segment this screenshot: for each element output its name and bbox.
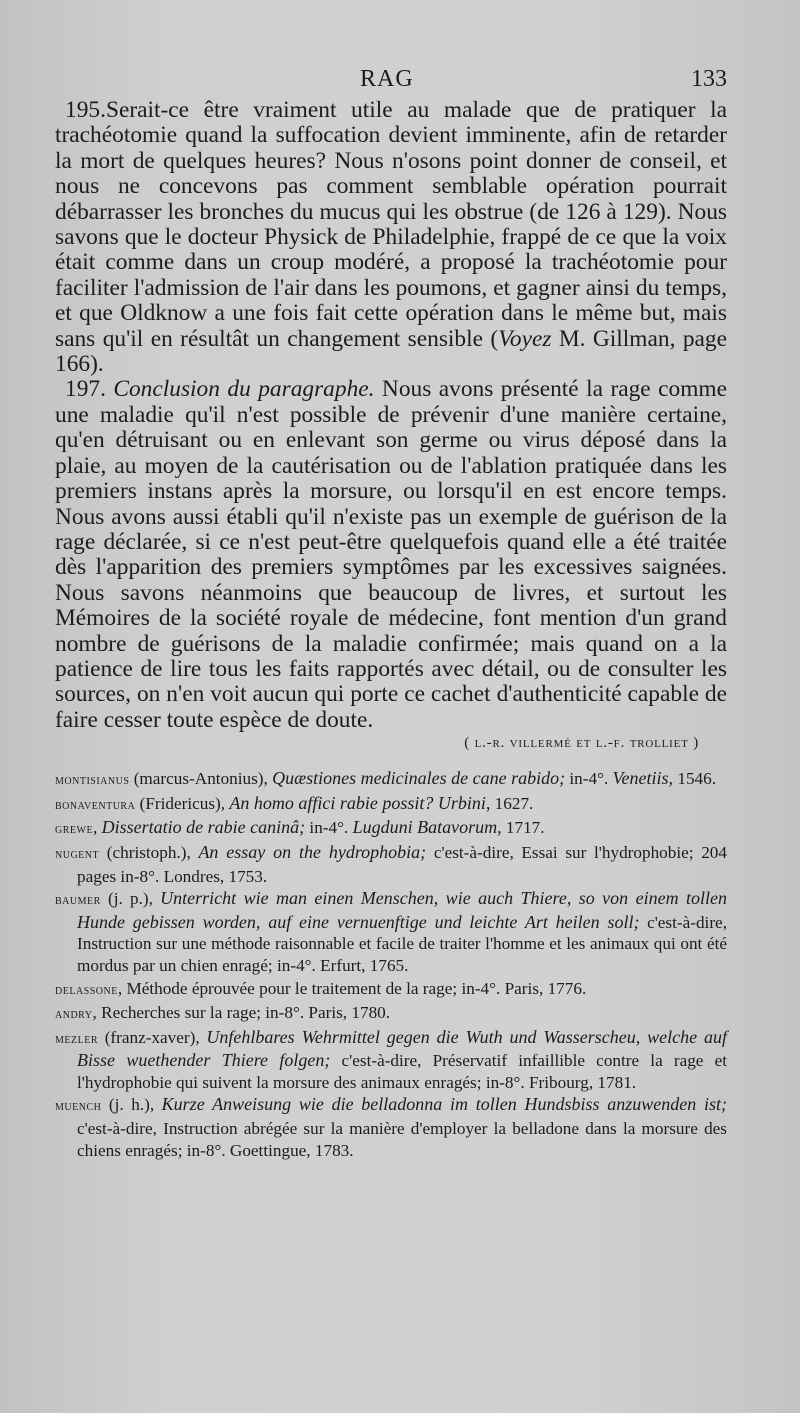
text-run: (christoph.),	[99, 842, 199, 862]
text-run: Nous avons présenté la rage comme une maladie qu'il n'est possible de prévenir d'une manière certaine, qu'en détruisant ou en enlevant son germe ou virus déposé dans la plaie, au moyen de la cautérisation ou de l'ablation pratiquée dans les premiers instans après la morsure, ou lorsqu'il en est encore temps. Nous avons aussi établi qu'il n'existe pas un exemple de guérison de la rage déclarée, si ce n'est peut-être quelquefois quand elle a été traitée dès l'apparition des premiers symptômes par les excessives saignées. Nous savons néanmoins que beaucoup de livres, et surtout les Mémoires de la société royale de médecine, font mention d'un grand nombre de guérisons de la maladie confirmée; mais quand on a la patience de lire tous les faits rapportés avec détail, ou de consulter les sources, on n'en voit aucun qui porte ce cachet d'authenticité capable de faire cesser toute espèce de doute.	[55, 376, 727, 733]
italic-run: Unterricht wie man einen Menschen, wie auch Thiere, so von einem tollen Hunde gebissen worden, auf eine vernuenftige und leichte Art heilen soll;	[77, 888, 727, 932]
bibliography-entry	[55, 978, 727, 1002]
paragraph-number: 197.	[65, 376, 106, 403]
paragraph-number: 195.	[65, 97, 106, 123]
page-body	[55, 98, 727, 1162]
text-run: 1546.	[673, 769, 717, 789]
bibliography-entry	[55, 1027, 727, 1094]
bibliography	[55, 768, 727, 1161]
italic-run: Kurze Anweisung wie die belladonna im tollen Hundsbiss anzuwenden ist;	[161, 1094, 727, 1115]
italic-run: Quæstiones medicinales de cane rabido;	[272, 768, 566, 789]
author-name: baumer	[55, 893, 101, 909]
bibliography-entry	[55, 793, 727, 817]
running-title: RAG	[360, 66, 414, 92]
paragraph-text	[55, 376, 727, 732]
text-run: M. Gillman, page 166).	[55, 325, 727, 378]
author-name: delassone	[55, 982, 118, 998]
text-run: (j. p.),	[100, 889, 161, 909]
italic-run: Lugduni Batavorum,	[352, 817, 502, 838]
text-run: in-4°.	[565, 769, 613, 789]
text-run: (j. h.),	[101, 1095, 162, 1115]
italic-run: Voyez	[498, 325, 552, 352]
text-run: (marcus-Antonius),	[129, 769, 273, 789]
italic-run: An homo affici rabie possit? Urbini,	[229, 792, 491, 813]
text-run: ,	[93, 818, 102, 838]
italic-run: An essay on the hydrophobia;	[198, 841, 427, 862]
author-name: mezler	[55, 1031, 98, 1047]
page-number: 133	[691, 66, 727, 92]
authors-signature: ( l.-r. villermé et l.-f. trolliet )	[464, 735, 699, 752]
paragraph-text	[55, 97, 727, 377]
text-run: 1717.	[501, 818, 545, 838]
italic-run: Conclusion du paragraphe.	[113, 376, 375, 403]
text-run: c'est-à-dire, Essai sur l'hydrophobie; 204 pages in-8°. Londres, 1753.	[77, 842, 727, 886]
text-run: , Méthode éprouvée pour le traitement de la rage; in-4°. Paris, 1776.	[117, 978, 587, 998]
bibliography-entry	[55, 1094, 727, 1161]
italic-run: Dissertatio de rabie caninâ;	[101, 817, 306, 838]
bibliography-entry	[55, 888, 727, 976]
paragraph-197	[55, 377, 727, 733]
paragraph-195	[55, 98, 727, 377]
author-name: bonaventura	[55, 797, 136, 813]
author-name: andry	[55, 1007, 93, 1023]
italic-run: Venetiis,	[612, 768, 674, 789]
text-run: c'est-à-dire, Instruction sur une méthode raisonnable et facile de traiter l'homme et les animaux qui ont été mordus par un chien enragé; in-4°. Erfurt, 1765.	[77, 912, 727, 975]
bibliography-entry	[55, 768, 727, 792]
text-run: 1627.	[490, 793, 534, 813]
author-name: montisianus	[55, 773, 130, 789]
author-name: grewe	[55, 822, 94, 838]
text-run: c'est-à-dire, Instruction abrégée sur la manière d'employer la belladone dans la morsure des chiens enragés; in-8°. Goettingue, 1783.	[77, 1119, 727, 1160]
italic-run: Unfehlbares Wehrmittel gegen die Wuth und Wasserscheu, welche auf Bisse wuethender Thiere folgen;	[77, 1026, 727, 1071]
text-run: (Fridericus),	[135, 793, 230, 813]
author-name: muench	[55, 1099, 102, 1115]
bibliography-entry	[55, 817, 727, 841]
page-header	[55, 66, 727, 96]
text-run: c'est-à-dire, Préservatif infaillible contre la rage et l'hydrophobie qui suivent la morsure des animaux enragés; in-8°. Fribourg, 1781.	[77, 1051, 727, 1092]
text-run: Serait-ce être vraiment utile au malade que de pratiquer la trachéotomie quand la suffocation devient imminente, afin de retarder la mort de quelques heures? Nous n'osons point donner de conseil, et nous ne concevons pas comment semblable opération pourrait débarrasser les bronches du mucus qui les obstrue (de 126 à 129). Nous savons que le docteur Physick de Philadelphie, frappé de ce que la voix était comme dans un croup modéré, a proposé la trachéotomie pour faciliter l'admission de l'air dans les poumons, et gagner ainsi du temps, et que Oldknow a une fois fait cette opération dans le même but, mais sans qu'il en résultât un changement sensible (	[55, 97, 727, 352]
author-name: nugent	[55, 846, 100, 862]
text-run: , Recherches sur la rage; in-8°. Paris, 1780.	[92, 1003, 391, 1023]
text-run: (franz-xaver),	[98, 1027, 207, 1047]
bibliography-entry	[55, 1002, 727, 1026]
bibliography-entry	[55, 842, 727, 887]
text-run: in-4°.	[305, 818, 353, 838]
